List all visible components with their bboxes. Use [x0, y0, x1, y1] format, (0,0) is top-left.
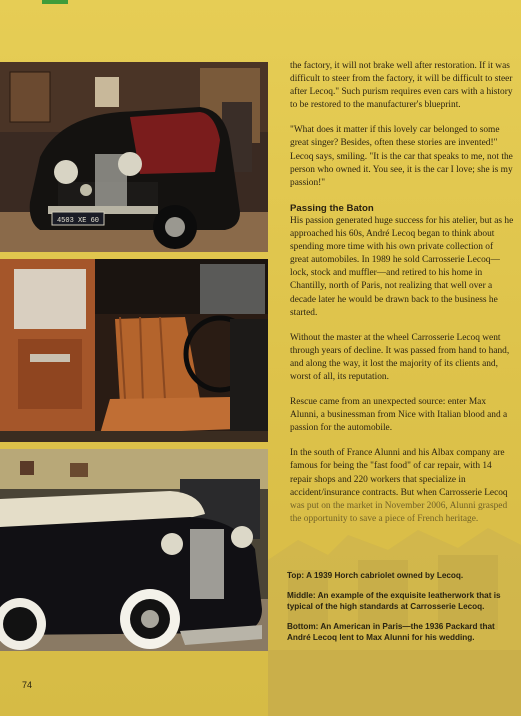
paragraph-2: "What does it matter if this lovely car belonged to some great singer? Besides, often these stories are invented!" Lecoq says, smiling. "It is the car that speaks to me, not the person who owned it. You see, it is the car I love; she is my passion!" — [290, 125, 513, 188]
article-body — [290, 60, 514, 538]
paragraph-1: the factory, it will not brake well after restoration. If it was difficult to steer from the factory, it will be difficult to steer after Lecoq." Such purism requires even cars with a history to be restored to the manufacturer's blueprint. — [290, 61, 513, 111]
paragraph-5: Rescue came from an unexpected source: enter Max Alunni, a businessman from Nice with Italian blood and a passion for the automobile. — [290, 397, 508, 434]
packard-illustration — [0, 449, 268, 651]
paragraph-3: His passion generated huge success for his atelier, but as he approached his 60s, André Lecoq began to think about spending more time with his own private collection of great automobiles. In 1989 he sold Carrosserie Lecoq—lock, stock and muffler—and retired to his home in Chantilly, north of Paris, not realizing that well over a decade later he would be drawn back to the business he started. — [290, 215, 514, 318]
photo-horch-cabriolet — [0, 62, 268, 252]
interior-illustration — [0, 259, 268, 442]
section-tab-marker — [42, 0, 68, 4]
caption-middle: Middle: An example of the exquisite leatherwork that is typical of the high standards at Carrosserie Lecoq. — [287, 591, 501, 611]
photo-captions — [287, 570, 509, 652]
horch-illustration — [0, 62, 268, 252]
caption-bottom: Bottom: An American in Paris—the 1936 Packard that André Lecoq lent to Max Alunni for his wedding. — [287, 622, 495, 642]
paragraph-4: Without the master at the wheel Carrosserie Lecoq went through years of decline. It was passed from hand to hand, and along the way, it lost the majority of its clients and, worst of all, its reputation. — [290, 332, 510, 382]
photo-leather-interior — [0, 259, 268, 442]
paragraph-6: In the south of France Alunni and his Albax company are famous for being the "fast food" of car repair, with 14 repair shops and 220 workers that specialize in accident/insurance contracts. But when Carrosserie Lecoq was put on the market in November 2006, Alunni grasped the opportunity to save a piece of French heritage. — [290, 448, 508, 524]
page-number: 74 — [22, 680, 33, 690]
section-heading: Passing the Baton — [290, 202, 374, 214]
photo-packard-1936 — [0, 449, 268, 651]
license-plate: 4503 XE 60 — [56, 217, 100, 225]
caption-top: Top: A 1939 Horch cabriolet owned by Lecoq. — [287, 571, 464, 580]
